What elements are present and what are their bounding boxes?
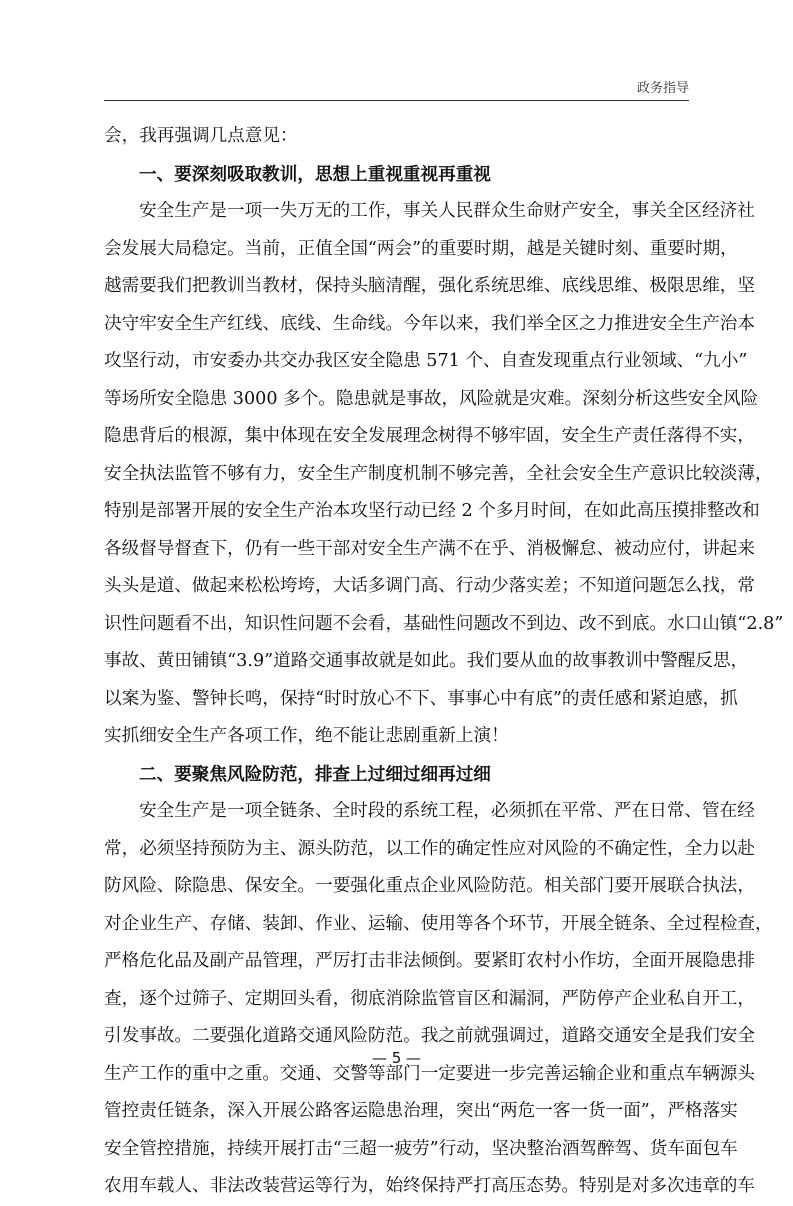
paragraph-line: 攻坚行动，市安委办共交办我区安全隐患 571 个、自查发现重点行业领域、“九小” [104, 351, 748, 371]
document-body [104, 118, 784, 1206]
paragraph-line: 越需要我们把教训当教材，保持头脑清醒，强化系统思维、底线思维、极限思维，坚 [104, 276, 755, 296]
paragraph-line: 会，我再强调几点意见： [104, 126, 298, 146]
paragraph-line: 安全管控措施，持续开展打击“三超一疲劳”行动，坚决整治酒驾醉驾、货车面包车 [104, 1138, 738, 1159]
paragraph-line: 等场所安全隐患 3000 多个。隐患就是事故，风险就是灾难。深刻分析这些安全风险 [104, 388, 759, 409]
paragraph-line: 农用车载人、非法改装营运等行为，始终保持严打高压态势。特别是对多次违章的车 [104, 1176, 755, 1196]
paragraph-line: 生产工作的重中之重。交通、交警等部门一定要进一步完善运输企业和重点车辆源头 [104, 1063, 755, 1084]
paragraph-line: 决守牢安全生产红线、底线、生命线。今年以来，我们举全区之力推进安全生产治本 [104, 313, 755, 334]
paragraph-line: 头头是道、做起来松松垮垮，大话多调门高、行动少落实差；不知道问题怎么找，常 [104, 576, 755, 596]
paragraph-line: 事故、黄田铺镇“3.9”道路交通事故就是如此。我们要从血的故事教训中警醒反思， [104, 651, 749, 671]
section-heading: 二、要聚焦风险防范，排查上过细过细再过细 [139, 763, 491, 785]
section-heading: 一、要深刻吸取教训，思想上重视重视再重视 [139, 163, 491, 185]
header-divider [104, 100, 689, 101]
paragraph-line: 隐患背后的根源，集中体现在安全发展理念树得不够牢固，安全生产责任落得不实， [104, 426, 755, 446]
paragraph-line: 各级督导督查下，仍有一些干部对安全生产满不在乎、消极懈怠、被动应付，讲起来 [104, 538, 755, 559]
paragraph-line: 会发展大局稳定。当前，正值全国“两会”的重要时期，越是关键时刻、重要时期， [104, 238, 738, 259]
paragraph-line: 安全生产是一项全链条、全时段的系统工程，必须抓在平常、严在日常、管在经 [139, 801, 755, 821]
paragraph-line: 识性问题看不出，知识性问题不会看，基础性问题改不到边、改不到底。水口山镇“2.8” [104, 613, 784, 634]
paragraph-line: 安全生产是一项一失万无的工作，事关人民群众生命财产安全，事关全区经济社 [139, 201, 755, 221]
paragraph-line: 严格危化品及副产品管理，严厉打击非法倾倒。要紧盯农村小作坊，全面开展隐患排 [104, 951, 755, 971]
paragraph-line: 管控责任链条，深入开展公路客运隐患治理，突出“两危一客一货一面”，严格落实 [104, 1101, 738, 1121]
paragraph-line: 常，必须坚持预防为主、源头防范，以工作的确定性应对风险的不确定性，全力以赴 [104, 838, 755, 859]
paragraph-line: 查，逐个过筛子、定期回头看，彻底消除监管盲区和漏洞，严防停产企业私自开工， [104, 988, 755, 1009]
page-number: — 5 — [371, 1049, 422, 1067]
header-section-label: 政务指导 [636, 81, 689, 96]
paragraph-line: 安全执法监管不够有力，安全生产制度机制不够完善，全社会安全生产意识比较淡薄， [104, 463, 773, 484]
paragraph-line: 防风险、除隐患、保安全。一要强化重点企业风险防范。相关部门要开展联合执法， [104, 876, 755, 896]
paragraph-line: 特别是部署开展的安全生产治本攻坚行动已经 2 个多月时间，在如此高压摸排整改和 [104, 501, 760, 521]
paragraph-line: 对企业生产、存储、装卸、作业、运输、使用等各个环节，开展全链条、全过程检查， [104, 913, 773, 934]
paragraph-line: 以案为鉴、警钟长鸣，保持“时时放心不下、事事心中有底”的责任感和紧迫感，抓 [104, 688, 738, 709]
paragraph-line: 实抓细安全生产各项工作，绝不能让悲剧重新上演！ [104, 726, 509, 746]
paragraph-line: 引发事故。二要强化道路交通风险防范。我之前就强调过，道路交通安全是我们安全 [104, 1026, 755, 1046]
